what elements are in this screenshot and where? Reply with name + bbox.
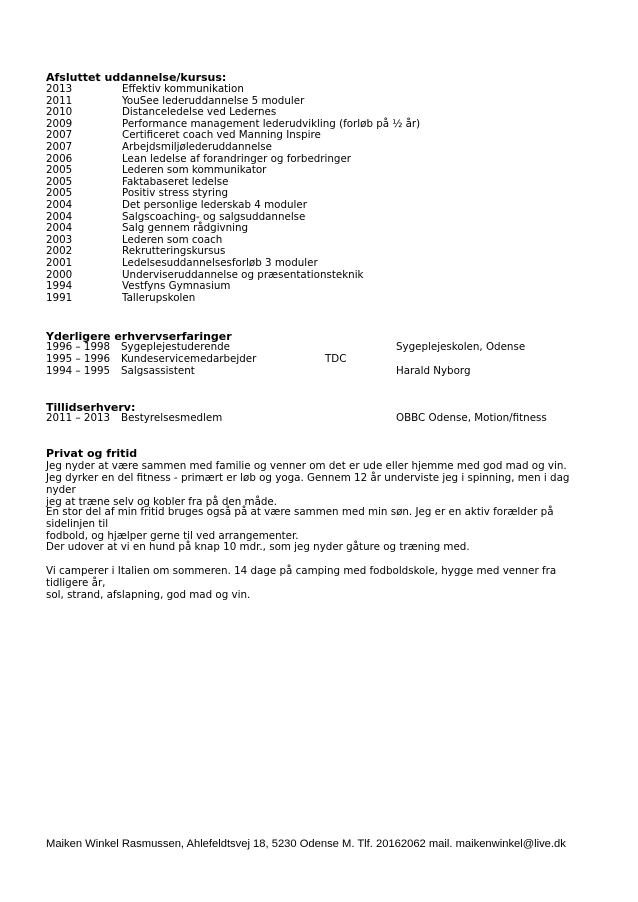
education-course: Arbejdsmiljølederuddannelse (122, 141, 272, 153)
education-course: Certificeret coach ved Manning Inspire (122, 129, 321, 142)
experience-company: TDC (325, 352, 347, 365)
education-year: 2004 (46, 210, 73, 223)
education-year: 2007 (46, 141, 73, 153)
experience-period: 1995 – 1996 (46, 352, 111, 365)
private-paragraph-3: Der udover at vi en hund på knap 10 mdr., som jeg nyder gåture og træning med. (46, 541, 470, 553)
trust-place: OBBC Odense, Motion/fitness (396, 412, 547, 424)
education-course: Positiv stress styring (122, 187, 229, 200)
experience-place: Sygeplejeskolen, Odense (396, 341, 526, 353)
education-course: Tallerupskolen (122, 291, 196, 304)
education-year: 2006 (46, 152, 73, 165)
education-heading: Afsluttet uddannelse/kursus: (46, 71, 227, 84)
education-course: Salgscoaching- og salgsuddannelse (122, 210, 306, 223)
trust-period: 2011 – 2013 (46, 412, 111, 424)
experience-period: 1994 – 1995 (46, 364, 111, 377)
experience-period: 1996 – 1998 (46, 341, 111, 353)
education-course: Lean ledelse af forandringer og forbedringer (122, 152, 352, 165)
education-course: Rekrutteringskursus (122, 245, 226, 258)
experience-role: Sygeplejestuderende (121, 341, 230, 353)
experience-place: Harald Nyborg (396, 364, 471, 377)
education-course: Lederen som kommunikator (122, 164, 267, 177)
private-heading: Privat og fritid (46, 447, 138, 460)
education-year: 2000 (46, 268, 73, 281)
education-year: 2003 (46, 233, 73, 246)
education-course: Lederen som coach (122, 233, 223, 246)
footer-contact: Maiken Winkel Rasmussen, Ahlefeldtsvej 18, 5230 Odense M. Tlf. 20162062 mail. maikenwinkel@live.dk (46, 838, 566, 850)
education-year: 2005 (46, 187, 73, 200)
education-year: 2004 (46, 222, 73, 235)
private-paragraph-4: Vi camperer i Italien om sommeren. 14 dage på camping med fodboldskole, hygge med venner fra tidligere år, sol, strand, afslapning, god mad og vin. (46, 565, 557, 601)
education-year: 2004 (46, 199, 73, 211)
education-year: 2013 (46, 83, 73, 95)
trust-role: Bestyrelsesmedlem (121, 412, 223, 424)
education-course: Underviseruddannelse og præsentationsteknik (122, 268, 364, 281)
education-year: 2001 (46, 257, 73, 269)
education-year: 2007 (46, 129, 73, 142)
education-course: YouSee lederuddannelse 5 moduler (122, 94, 305, 107)
trust-heading: Tillidserhverv: (46, 401, 136, 414)
education-course: Salg gennem rådgivning (122, 222, 249, 235)
education-course: Effektiv kommunikation (122, 83, 244, 95)
education-year: 1994 (46, 280, 73, 293)
education-year: 2011 (46, 94, 73, 107)
experience-role: Salgsassistent (121, 364, 195, 377)
private-paragraph-1: Jeg nyder at være sammen med familie og venner om det er ude eller hjemme med god mad og vin. Jeg dyrker en del fitness - primært er løb og yoga. Gennem 12 år underviste jeg i spinning, men i dag nyder jeg at træne selv og kobler fra på den måde. (46, 460, 570, 508)
education-course: Performance management lederudvikling (forløb på ½ år) (122, 117, 421, 130)
education-course: Distanceledelse ved Ledernes (122, 106, 277, 119)
private-paragraph-2: En stor del af min fritid bruges også på at være sammen med min søn. Jeg er en aktiv forælder på sidelinjen til fodbold, og hjælper gerne til ved arrangementer. (46, 506, 554, 542)
education-course: Det personlige lederskab 4 moduler (122, 199, 307, 211)
education-course: Ledelsesuddannelsesforløb 3 moduler (122, 257, 318, 269)
experience-heading: Yderligere erhvervserfaringer (46, 330, 232, 343)
education-year: 2005 (46, 164, 73, 177)
education-year: 2009 (46, 117, 73, 130)
experience-role: Kundeservicemedarbejder (121, 352, 257, 365)
education-course: Faktabaseret ledelse (122, 175, 229, 188)
education-year: 2010 (46, 106, 73, 119)
education-year: 2002 (46, 245, 73, 258)
education-course: Vestfyns Gymnasium (122, 280, 231, 293)
education-year: 1991 (46, 291, 73, 304)
education-year: 2005 (46, 175, 73, 188)
